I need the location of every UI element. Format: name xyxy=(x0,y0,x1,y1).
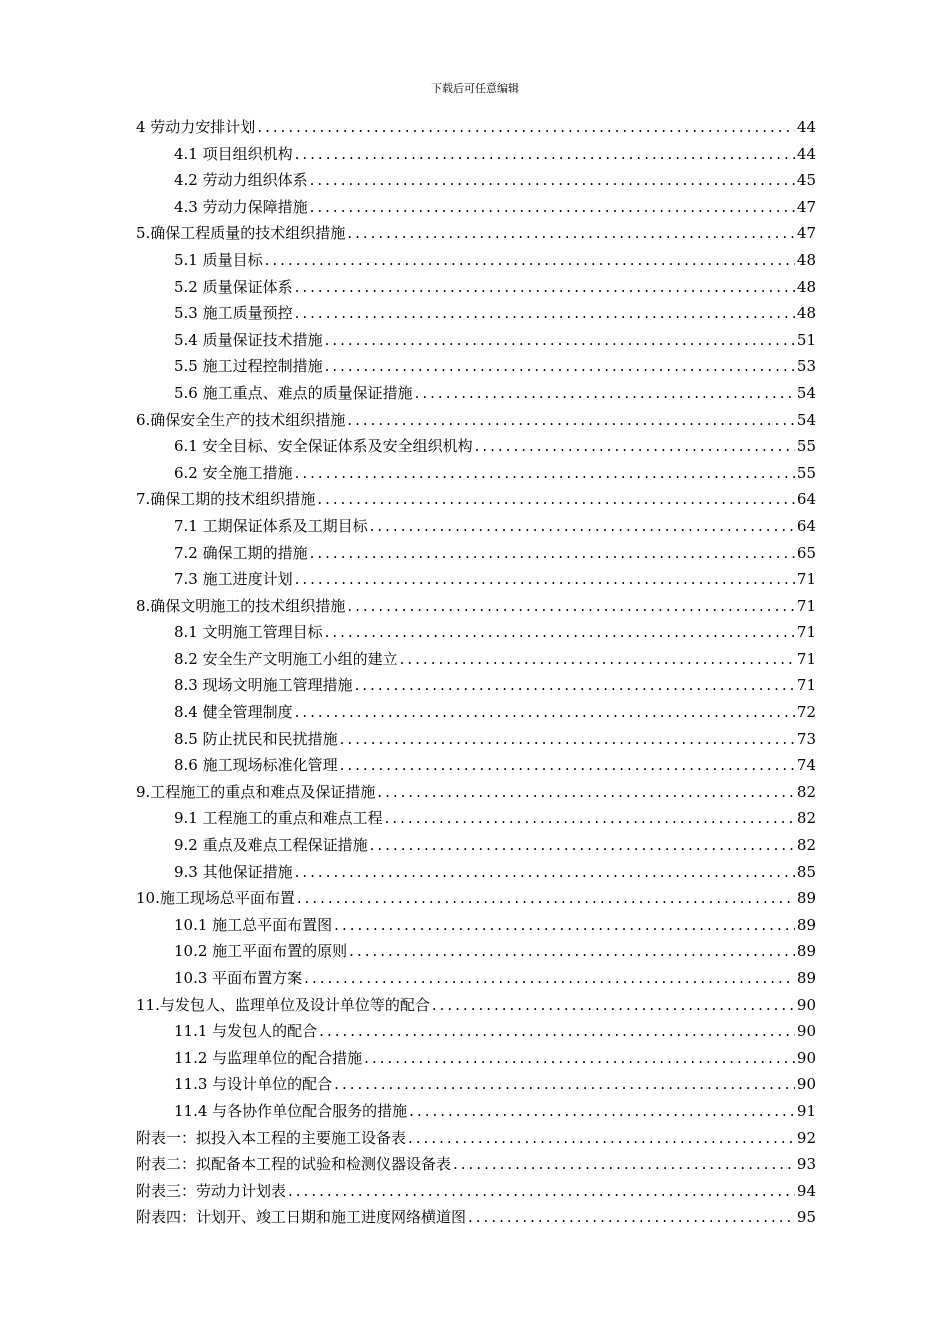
toc-entry-title: 6.确保安全生产的技术组织措施 xyxy=(136,410,346,429)
toc-entry[interactable] xyxy=(136,1125,816,1152)
toc-entry[interactable] xyxy=(136,540,816,567)
toc-entry-page-number: 82 xyxy=(796,809,816,828)
toc-entry-page-number: 82 xyxy=(796,782,816,801)
toc-entry[interactable] xyxy=(136,699,816,726)
toc-dot-leader xyxy=(408,1125,795,1152)
toc-entry[interactable] xyxy=(136,726,816,753)
toc-entry-title: 11.2 与监理单位的配合措施 xyxy=(174,1048,363,1067)
toc-entry-page-number: 91 xyxy=(796,1101,816,1120)
toc-entry-title: 7.3 施工进度计划 xyxy=(174,570,293,589)
toc-dot-leader xyxy=(468,1204,795,1231)
toc-entry-page-number: 47 xyxy=(796,224,816,243)
toc-entry-page-number: 48 xyxy=(796,277,816,296)
toc-entry-page-number: 64 xyxy=(796,490,816,509)
toc-entry[interactable] xyxy=(136,274,816,301)
toc-entry[interactable] xyxy=(136,1071,816,1098)
toc-entry-page-number: 48 xyxy=(796,250,816,269)
toc-dot-leader xyxy=(377,779,795,806)
toc-dot-leader xyxy=(297,885,795,912)
toc-dot-leader xyxy=(325,353,795,380)
toc-entry-page-number: 71 xyxy=(796,623,816,642)
toc-entry[interactable] xyxy=(136,672,816,699)
toc-dot-leader xyxy=(370,832,795,859)
toc-entry[interactable] xyxy=(136,167,816,194)
toc-entry[interactable] xyxy=(136,353,816,380)
toc-dot-leader xyxy=(257,114,795,141)
toc-entry[interactable] xyxy=(136,912,816,939)
toc-entry[interactable] xyxy=(136,460,816,487)
toc-entry[interactable] xyxy=(136,1018,816,1045)
toc-entry[interactable] xyxy=(136,859,816,886)
toc-entry[interactable] xyxy=(136,646,816,673)
toc-entry-page-number: 85 xyxy=(796,862,816,881)
toc-entry-title: 4.3 劳动力保障措施 xyxy=(174,197,308,216)
toc-dot-leader xyxy=(347,407,795,434)
table-of-contents xyxy=(136,114,816,1231)
toc-entry[interactable] xyxy=(136,805,816,832)
toc-dot-leader xyxy=(334,1071,795,1098)
toc-entry-title: 4.1 项目组织机构 xyxy=(174,144,293,163)
toc-entry-title: 8.3 现场文明施工管理措施 xyxy=(174,676,353,695)
toc-entry-page-number: 64 xyxy=(796,516,816,535)
toc-entry-page-number: 89 xyxy=(796,889,816,908)
toc-entry-page-number: 90 xyxy=(796,995,816,1014)
toc-dot-leader xyxy=(340,752,795,779)
toc-dot-leader xyxy=(355,672,795,699)
toc-dot-leader xyxy=(385,805,795,832)
toc-entry-page-number: 53 xyxy=(796,357,816,376)
toc-entry[interactable] xyxy=(136,1178,816,1205)
toc-entry-page-number: 95 xyxy=(796,1208,816,1227)
toc-entry[interactable] xyxy=(136,1098,816,1125)
toc-entry-title: 5.1 质量目标 xyxy=(174,250,263,269)
toc-entry[interactable] xyxy=(136,114,816,141)
toc-dot-leader xyxy=(295,274,795,301)
toc-dot-leader xyxy=(340,726,795,753)
toc-entry-page-number: 45 xyxy=(796,171,816,190)
toc-dot-leader xyxy=(409,1098,795,1125)
toc-entry[interactable] xyxy=(136,380,816,407)
toc-entry[interactable] xyxy=(136,327,816,354)
toc-entry-title: 8.确保文明施工的技术组织措施 xyxy=(136,596,346,615)
toc-entry-title: 5.4 质量保证技术措施 xyxy=(174,330,323,349)
toc-dot-leader xyxy=(295,460,795,487)
toc-entry-page-number: 54 xyxy=(796,410,816,429)
toc-entry[interactable] xyxy=(136,513,816,540)
toc-dot-leader xyxy=(475,433,795,460)
toc-dot-leader xyxy=(295,566,795,593)
toc-entry[interactable] xyxy=(136,619,816,646)
toc-entry-title: 附表四：计划开、竣工日期和施工进度网络横道图 xyxy=(136,1208,467,1227)
toc-entry-page-number: 93 xyxy=(796,1155,816,1174)
toc-entry-title: 5.确保工程质量的技术组织措施 xyxy=(136,224,346,243)
toc-entry[interactable] xyxy=(136,247,816,274)
toc-entry-page-number: 73 xyxy=(796,729,816,748)
toc-entry-title: 5.2 质量保证体系 xyxy=(174,277,293,296)
toc-dot-leader xyxy=(310,167,795,194)
toc-entry-page-number: 90 xyxy=(796,1075,816,1094)
toc-entry[interactable] xyxy=(136,141,816,168)
toc-entry-title: 附表二：拟配备本工程的试验和检测仪器设备表 xyxy=(136,1155,452,1174)
toc-dot-leader xyxy=(295,859,795,886)
toc-dot-leader xyxy=(295,300,795,327)
toc-dot-leader xyxy=(347,593,795,620)
toc-entry-title: 5.5 施工过程控制措施 xyxy=(174,357,323,376)
toc-entry-title: 6.1 安全目标、安全保证体系及安全组织机构 xyxy=(174,437,473,456)
toc-entry-page-number: 55 xyxy=(796,463,816,482)
toc-dot-leader xyxy=(349,938,795,965)
toc-dot-leader xyxy=(295,141,795,168)
toc-entry-title: 10.3 平面布置方案 xyxy=(174,969,303,987)
toc-entry-title: 7.1 工期保证体系及工期目标 xyxy=(174,516,368,535)
toc-entry-title: 4 劳动力安排计划 xyxy=(136,118,256,136)
toc-entry-page-number: 44 xyxy=(796,144,816,163)
toc-entry[interactable] xyxy=(136,779,816,806)
toc-entry-page-number: 92 xyxy=(796,1128,816,1147)
toc-entry-page-number: 94 xyxy=(796,1181,816,1200)
toc-entry-title: 11.4 与各协作单位配合服务的措施 xyxy=(174,1101,408,1120)
toc-dot-leader xyxy=(288,1178,795,1205)
toc-entry-title: 11.与发包人、监理单位及设计单位等的配合 xyxy=(136,995,430,1014)
toc-dot-leader xyxy=(415,380,795,407)
toc-entry-title: 5.3 施工质量预控 xyxy=(174,304,293,323)
toc-entry-title: 9.3 其他保证措施 xyxy=(174,862,293,881)
toc-entry-page-number: 71 xyxy=(796,649,816,668)
toc-entry-title: 8.2 安全生产文明施工小组的建立 xyxy=(174,649,398,668)
toc-entry[interactable] xyxy=(136,407,816,434)
toc-entry[interactable] xyxy=(136,992,816,1019)
toc-entry-title: 6.2 安全施工措施 xyxy=(174,463,293,482)
toc-entry-title: 4.2 劳动力组织体系 xyxy=(174,171,308,190)
toc-entry[interactable] xyxy=(136,194,816,221)
toc-dot-leader xyxy=(334,912,795,939)
toc-entry-page-number: 74 xyxy=(796,756,816,775)
toc-entry[interactable] xyxy=(136,486,816,513)
toc-entry-title: 7.2 确保工期的措施 xyxy=(174,543,308,562)
toc-dot-leader xyxy=(325,327,795,354)
toc-entry-title: 附表三：劳动力计划表 xyxy=(136,1181,287,1200)
toc-entry-title: 10.1 施工总平面布置图 xyxy=(174,915,333,934)
toc-dot-leader xyxy=(400,646,795,673)
toc-entry-title: 8.1 文明施工管理目标 xyxy=(174,623,323,642)
toc-dot-leader xyxy=(347,220,795,247)
toc-dot-leader xyxy=(295,699,795,726)
toc-dot-leader xyxy=(317,486,795,513)
toc-entry[interactable] xyxy=(136,593,816,620)
toc-entry-page-number: 72 xyxy=(796,703,816,722)
toc-entry-page-number: 54 xyxy=(796,383,816,402)
toc-entry-page-number: 71 xyxy=(796,570,816,589)
toc-dot-leader xyxy=(453,1151,795,1178)
toc-entry[interactable] xyxy=(136,1045,816,1072)
toc-entry-title: 8.6 施工现场标准化管理 xyxy=(174,756,338,775)
toc-entry[interactable] xyxy=(136,1151,816,1178)
toc-entry[interactable] xyxy=(136,1204,816,1231)
toc-dot-leader xyxy=(325,619,795,646)
toc-entry-page-number: 55 xyxy=(796,437,816,456)
page-header: 下载后可任意编辑 xyxy=(431,82,519,95)
toc-dot-leader xyxy=(304,965,795,992)
toc-entry-title: 8.5 防止扰民和民扰措施 xyxy=(174,729,338,748)
toc-entry-page-number: 44 xyxy=(796,118,816,136)
toc-entry-page-number: 89 xyxy=(796,942,816,961)
toc-dot-leader xyxy=(265,247,795,274)
toc-entry-title: 9.1 工程施工的重点和难点工程 xyxy=(174,809,383,828)
toc-entry[interactable] xyxy=(136,965,816,992)
toc-entry-page-number: 51 xyxy=(796,330,816,349)
toc-entry[interactable] xyxy=(136,885,816,912)
toc-entry[interactable] xyxy=(136,752,816,779)
toc-entry-page-number: 89 xyxy=(796,969,816,987)
toc-entry-page-number: 90 xyxy=(796,1022,816,1041)
toc-entry-page-number: 65 xyxy=(796,543,816,562)
toc-dot-leader xyxy=(370,513,795,540)
toc-entry-title: 11.1 与发包人的配合 xyxy=(174,1022,318,1041)
toc-entry[interactable] xyxy=(136,566,816,593)
toc-entry-title: 9.工程施工的重点和难点及保证措施 xyxy=(136,782,376,801)
toc-entry-page-number: 82 xyxy=(796,836,816,855)
toc-entry-title: 10.2 施工平面布置的原则 xyxy=(174,942,348,961)
toc-entry-page-number: 48 xyxy=(796,304,816,323)
toc-dot-leader xyxy=(432,992,795,1019)
toc-dot-leader xyxy=(310,194,795,221)
toc-entry-title: 5.6 施工重点、难点的质量保证措施 xyxy=(174,383,413,402)
toc-entry[interactable] xyxy=(136,220,816,247)
toc-entry[interactable] xyxy=(136,433,816,460)
toc-entry[interactable] xyxy=(136,300,816,327)
toc-entry-page-number: 47 xyxy=(796,197,816,216)
toc-entry-title: 11.3 与设计单位的配合 xyxy=(174,1075,333,1094)
toc-entry-page-number: 71 xyxy=(796,676,816,695)
toc-entry-title: 附表一：拟投入本工程的主要施工设备表 xyxy=(136,1128,407,1147)
toc-entry-title: 8.4 健全管理制度 xyxy=(174,703,293,722)
toc-entry[interactable] xyxy=(136,938,816,965)
toc-entry-title: 9.2 重点及难点工程保证措施 xyxy=(174,836,368,855)
toc-entry-page-number: 90 xyxy=(796,1048,816,1067)
toc-dot-leader xyxy=(319,1018,795,1045)
toc-entry-title: 7.确保工期的技术组织措施 xyxy=(136,490,316,509)
toc-dot-leader xyxy=(364,1045,795,1072)
toc-entry-page-number: 71 xyxy=(796,596,816,615)
toc-entry-page-number: 89 xyxy=(796,915,816,934)
toc-dot-leader xyxy=(310,540,795,567)
toc-entry-title: 10.施工现场总平面布置 xyxy=(136,889,295,908)
toc-entry[interactable] xyxy=(136,832,816,859)
